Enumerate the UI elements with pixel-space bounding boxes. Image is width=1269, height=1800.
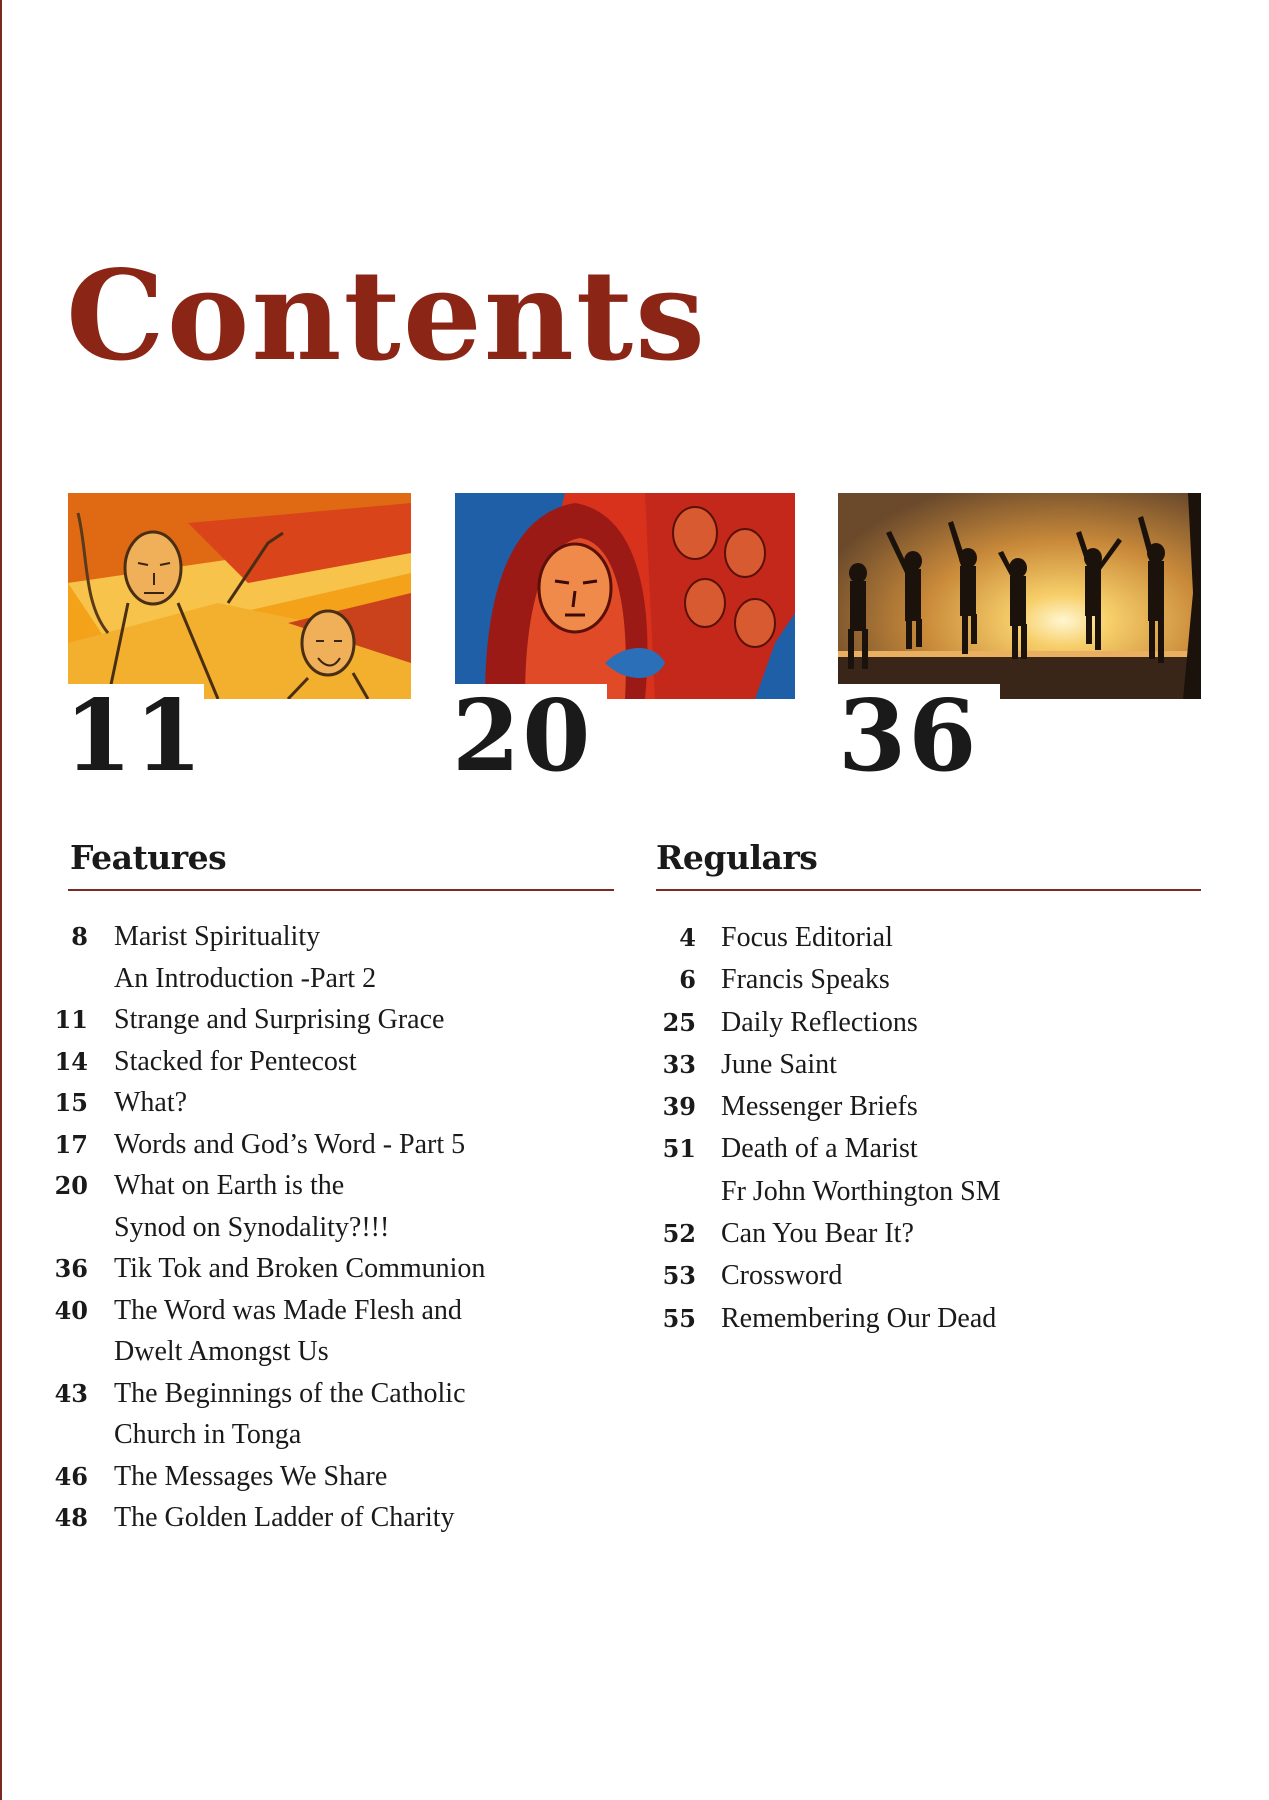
toc-entry[interactable] [50, 1041, 610, 1083]
toc-title-line: Marist Spirituality [114, 921, 321, 952]
toc-title-line: Death of a Marist [721, 1133, 918, 1165]
toc-title-line: Messenger Briefs [721, 1091, 918, 1123]
toc-entry[interactable] [50, 1082, 610, 1124]
toc-title [721, 959, 890, 1001]
toc-page-number: 51 [662, 1134, 696, 1164]
toc-title-line: Can You Bear It? [721, 1218, 914, 1250]
features-divider [68, 889, 614, 891]
page-title: Contents [66, 244, 707, 389]
toc-entry[interactable] [656, 1086, 1201, 1128]
mary-painting-image [455, 493, 795, 699]
toc-title-line: What? [114, 1087, 188, 1118]
toc-entry[interactable] [656, 1298, 1201, 1340]
toc-title-line: An Introduction -Part 2 [114, 962, 377, 994]
toc-entry[interactable] [656, 1213, 1201, 1255]
toc-title [721, 1086, 918, 1128]
toc-page-number: 15 [54, 1088, 88, 1117]
toc-entry[interactable] [50, 916, 610, 999]
toc-page-number: 55 [662, 1303, 696, 1333]
toc-entry[interactable] [656, 1128, 1201, 1213]
page-edge-line [0, 0, 2, 1800]
toc-page-number: 25 [662, 1007, 696, 1037]
toc-entry[interactable] [50, 1165, 610, 1248]
toc-page-number: 39 [662, 1092, 696, 1122]
toc-title-line: The Word was Made Flesh and [114, 1294, 462, 1326]
features-list [50, 916, 610, 1539]
toc-title [114, 1497, 455, 1539]
toc-page-number: 36 [54, 1254, 88, 1283]
toc-title-line: Dwelt Amongst Us [114, 1336, 329, 1367]
toc-page-number: 4 [679, 923, 696, 952]
sunset-jumping-photo [838, 493, 1201, 699]
toc-title-line: What on Earth is the [114, 1170, 345, 1201]
toc-entry[interactable] [50, 1124, 610, 1166]
pentecost-painting-image [68, 493, 411, 699]
toc-title [114, 1290, 462, 1373]
feature-page-number: 20 [452, 679, 593, 794]
toc-title-line: Synod on Synodality?!!! [114, 1211, 390, 1243]
toc-page-number: 11 [54, 1005, 88, 1034]
toc-page-number: 48 [54, 1503, 88, 1532]
feature-page-number: 36 [838, 679, 979, 794]
toc-page-number: 17 [54, 1129, 88, 1159]
toc-title-line: Tik Tok and Broken Communion [114, 1253, 486, 1284]
toc-page-number: 52 [662, 1219, 696, 1249]
toc-title-line: Daily Reflections [721, 1006, 918, 1038]
toc-entry[interactable] [50, 999, 610, 1041]
toc-title [114, 1373, 466, 1456]
toc-entry[interactable] [656, 1002, 1201, 1044]
feature-page-number: 11 [64, 679, 205, 794]
toc-page-number: 8 [71, 922, 88, 951]
toc-page-number: 6 [679, 965, 696, 995]
toc-page-number: 40 [54, 1295, 88, 1325]
toc-title [721, 1298, 996, 1340]
toc-title [721, 917, 893, 959]
toc-title [114, 1124, 465, 1166]
toc-page-number: 53 [662, 1261, 696, 1291]
toc-title [721, 1002, 918, 1044]
feature-image-synod[interactable] [455, 493, 795, 699]
toc-title [114, 999, 444, 1041]
toc-title [721, 1044, 837, 1086]
toc-entry[interactable] [50, 1456, 610, 1498]
toc-title-line: Words and God’s Word - Part 5 [114, 1128, 466, 1160]
toc-title-line: Remembering Our Dead [721, 1302, 997, 1334]
feature-image-tiktok[interactable] [838, 493, 1201, 699]
toc-entry[interactable] [50, 1497, 610, 1539]
toc-title-line: Fr John Worthington SM [721, 1175, 1001, 1207]
toc-entry[interactable] [656, 959, 1201, 1001]
toc-entry[interactable] [50, 1290, 610, 1373]
toc-title [114, 1456, 387, 1498]
toc-title-line: Strange and Surprising Grace [114, 1004, 445, 1035]
toc-title [114, 1248, 485, 1290]
regulars-divider [656, 889, 1201, 891]
toc-title [114, 1165, 389, 1248]
toc-entry[interactable] [50, 1373, 610, 1456]
toc-title-line: Stacked for Pentecost [114, 1045, 357, 1077]
toc-title-line: Crossword [721, 1260, 843, 1292]
toc-title-line: Church in Tonga [114, 1419, 302, 1450]
toc-title-line: June Saint [721, 1048, 837, 1080]
toc-page-number: 33 [662, 1049, 696, 1079]
toc-title-line: The Messages We Share [114, 1460, 388, 1492]
feature-image-pentecost[interactable] [68, 493, 411, 699]
toc-entry[interactable] [656, 1255, 1201, 1297]
toc-title [114, 1041, 357, 1083]
toc-title [721, 1213, 914, 1255]
toc-entry[interactable] [656, 917, 1201, 959]
toc-title-line: The Golden Ladder of Charity [114, 1502, 455, 1533]
toc-page-number: 20 [54, 1171, 88, 1200]
regulars-list [656, 917, 1201, 1340]
toc-entry[interactable] [656, 1044, 1201, 1086]
toc-title-line: Francis Speaks [721, 964, 890, 996]
features-heading: Features [70, 838, 227, 877]
toc-entry[interactable] [50, 1248, 610, 1290]
toc-page-number: 46 [54, 1461, 88, 1491]
toc-title-line: The Beginnings of the Catholic [114, 1377, 466, 1409]
toc-title [721, 1128, 1001, 1213]
toc-title [721, 1255, 842, 1297]
toc-title [114, 916, 376, 999]
toc-title-line: Focus Editorial [721, 922, 893, 953]
regulars-heading: Regulars [656, 838, 818, 877]
toc-page-number: 43 [54, 1378, 88, 1408]
toc-page-number: 14 [54, 1046, 88, 1076]
toc-title [114, 1082, 187, 1124]
